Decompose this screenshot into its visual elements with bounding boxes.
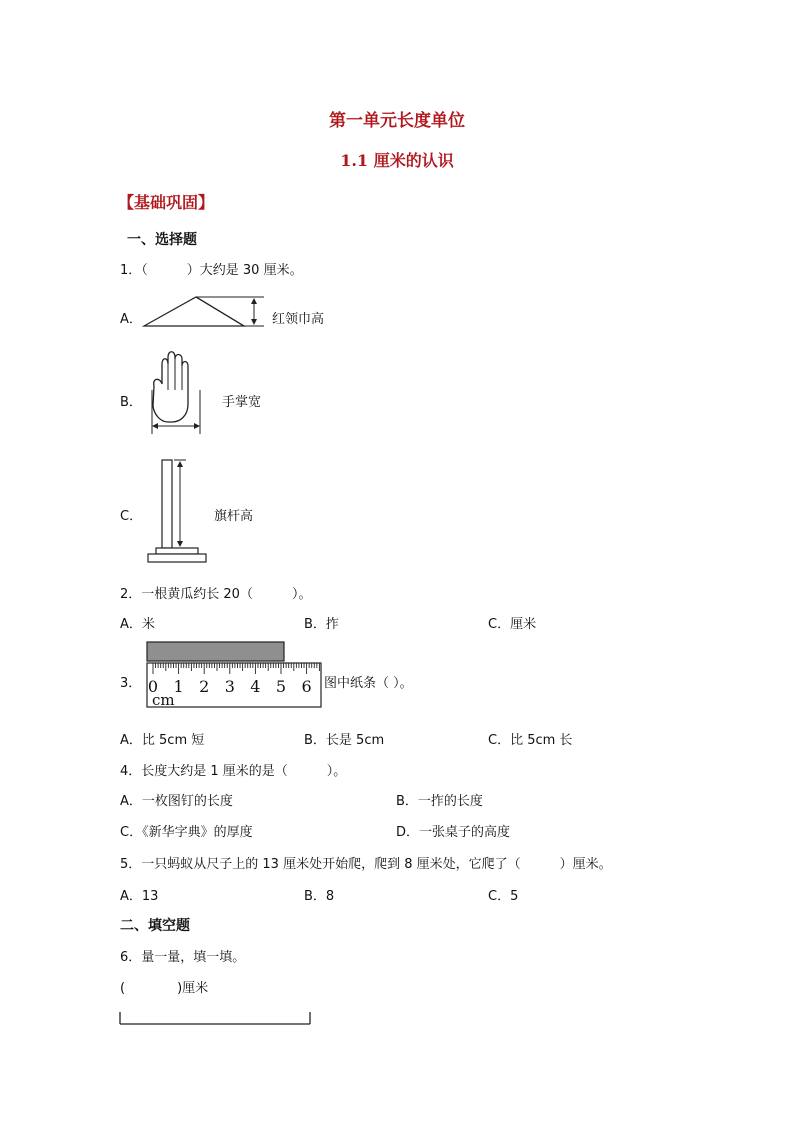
red-scarf-figure <box>140 292 270 332</box>
q1-option-c-label: 旗杆高 <box>214 509 254 524</box>
q3-option-c: C．比 5cm 长 <box>488 733 573 748</box>
ruler-tick-label: 0 <box>147 677 159 696</box>
hand-palm-figure <box>146 350 208 436</box>
q1-option-c-letter: C． <box>120 509 143 524</box>
q5-option-c: C．5 <box>488 889 519 904</box>
ruler-tick-label: 3 <box>224 677 235 696</box>
unit-title: 第一单元长度单位 <box>329 111 465 131</box>
q3-option-a: A．比 5cm 短 <box>120 733 205 748</box>
flagpole-figure <box>144 456 210 566</box>
q1-option-b-letter: B． <box>120 395 142 410</box>
measure-line-segment <box>119 1010 313 1026</box>
q3-option-b: B．长是 5cm <box>304 733 385 748</box>
q4-option-a: A．一枚图钉的长度 <box>120 794 233 809</box>
q3-number: 3． <box>120 676 142 691</box>
ruler-tick-label: 5 <box>275 677 287 696</box>
q5-option-a: A．13 <box>120 889 159 904</box>
q4-option-c: C．《新华字典》的厚度 <box>120 825 253 840</box>
ruler-with-paper-strip <box>146 641 324 709</box>
q2-option-c: C．厘米 <box>488 617 537 632</box>
q1-option-b-label: 手掌宽 <box>222 395 262 410</box>
ruler-tick-label: 2 <box>199 677 210 696</box>
q1-option-a-letter: A． <box>120 312 142 327</box>
q4-option-d: D．一张桌子的高度 <box>396 825 511 840</box>
ruler-unit: cm <box>152 691 175 709</box>
q2-option-b: B．拃 <box>304 617 339 632</box>
q4-stem: 4．长度大约是 1 厘米的是（ ）。 <box>120 764 347 779</box>
lesson-title: 1.1 厘米的认识 <box>340 151 454 170</box>
q1-stem: 1．（ ）大约是 30 厘米。 <box>120 263 303 278</box>
q6-answer-blank[interactable]: ( )厘米 <box>120 981 209 996</box>
q5-option-b: B．8 <box>304 889 335 904</box>
ruler-tick-label: 4 <box>250 677 261 696</box>
ruler-tick-label: 6 <box>301 677 312 696</box>
q2-stem: 2．一根黄瓜约长 20（ ）。 <box>120 587 312 602</box>
paper-strip <box>147 642 284 661</box>
q5-stem: 5．一只蚂蚁从尺子上的 13 厘米处开始爬，爬到 8 厘米处，它爬了（ ）厘米。 <box>120 857 612 872</box>
ruler-tick-label: 1 <box>173 677 184 696</box>
q1-option-a-label: 红领巾高 <box>272 312 325 327</box>
part2-heading: 二、填空题 <box>120 918 190 934</box>
part1-heading: 一、选择题 <box>127 232 197 248</box>
q3-stem: 图中纸条（ ）。 <box>324 676 413 691</box>
section-label: 【基础巩固】 <box>118 193 215 212</box>
q2-option-a: A．米 <box>120 617 155 632</box>
q6-stem: 6．量一量，填一填。 <box>120 950 246 965</box>
q4-option-b: B．一拃的长度 <box>396 794 483 809</box>
